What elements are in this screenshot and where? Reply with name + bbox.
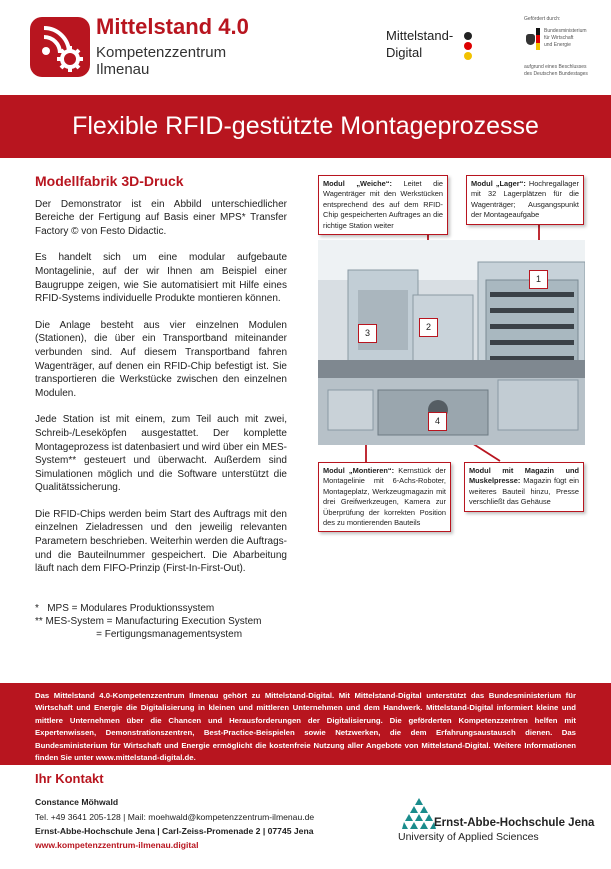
info-text: Das Mittelstand 4.0-Kompetenzzentrum Ilmenau gehört zu Mittelstand-Digital. Mit Mittelstand-Digital unterstützt das Bundesministerium für Wirtschaft und Energie die Digitalisierung in kleinen und mittleren Unternehmen und dem Handwerk. Mittelstand-Digital informiert kleine und mittlere Unternehmen über die Chancen und Herausforderungen der Digitalisierung. Die geförderten Kompetenzzentren helfen mit Expertenwissen, Demonstrationszentren, Best-Practice-Beispielen sowie Netzwerken, die dem Erfahrungsaustausch dienen. Das Bundesministerium für Wirtschaft und Energie ermöglicht die kostenfreie Nutzung aller Angebote von Mittelstand-Digital. Weitere Informationen finden Sie unter www.mittelstand-digital.de. <box>35 691 576 763</box>
photo-marker-4: 4 <box>428 412 447 431</box>
mittelstand-digital-info-bar <box>0 683 611 765</box>
paragraph: Die RFID-Chips werden beim Start des Auftrags mit den einzelnen Zieladressen und den jeweilig relevanten Parametern beschrieben. Weiterhin werden die Auftrags- und die Bauteilnummer gespeichert. Die Abarbeitung läuft nach dem FIFO-Prinzip (First-In-First-Out). <box>35 508 287 575</box>
footnote-mes: ** MES-System = Manufacturing Execution System <box>35 616 262 627</box>
bmwi-funding-note: Gefördert durch: <box>524 16 561 22</box>
bmwi-name-3: und Energie <box>544 42 571 48</box>
contact-section <box>35 772 314 852</box>
photo-marker-2: 2 <box>419 318 438 337</box>
bmwi-bottom-1: aufgrund eines Beschlusses <box>524 64 587 70</box>
bmwi-name-1: Bundesministerium <box>544 28 587 34</box>
callout-magazin <box>464 462 584 512</box>
callout-montieren-text: Kernstück der Montagelinie mit 6-Achs-Roboter, Montageplatz, Werkzeugmagazin mit drei Greifwerkzeugen, Kamera zur Überprüfung der korrekten Position des zu montierenden Bauteils <box>323 466 446 528</box>
section-heading: Modellfabrik 3D-Druck <box>35 173 184 189</box>
page-title: Flexible RFID-gestützte Montageprozesse <box>72 112 539 140</box>
paragraph: Der Demonstrator ist ein Abbild unterschiedlicher Bereiche der Fertigung auf Basis einer MPS* Transfer Factory © von Festo Didactic. <box>35 198 287 237</box>
eah-logo <box>398 796 595 848</box>
callout-lager-text: Hochregallager mit 32 Lagerplätzen für die Wagenträger; Ausgangspunkt der Montageaufgabe <box>471 179 579 220</box>
callout-weiche-title: Modul „Weiche“: <box>323 179 392 188</box>
bmwi-bottom-2: des Deutschen Bundestages <box>524 71 588 77</box>
callout-montieren <box>318 462 451 532</box>
contact-heading: Ihr Kontakt <box>35 771 104 786</box>
bmwi-name-2: für Wirtschaft <box>544 35 574 41</box>
paragraph: Es handelt sich um eine modular aufgebaute Montagelinie, auf der wir Ihnen am Beispiel einer Baugruppe zeigen, wie Sie automatisiert mit Hilfe eines RFID-Systems individuelle Produkte montieren können. <box>35 252 287 305</box>
photo-marker-1: 1 <box>529 270 548 289</box>
contact-website-link[interactable]: www.kompetenzzentrum-ilmenau.digital <box>35 840 199 851</box>
logo-subtitle-2: Ilmenau <box>96 61 150 78</box>
contact-phone-mail[interactable]: Tel. +49 3641 205-128 | Mail: moehwald@kompetenzzentrum-ilmenau.de <box>35 811 315 822</box>
md-logo-line1: Mittelstand- <box>386 28 454 43</box>
callout-magazin-title: Modul mit Magazin und Muskelpresse: <box>469 466 579 486</box>
paragraph: Die Anlage besteht aus vier einzelnen Modulen (Stationen), die über ein Transportband miteinander verbunden sind. Auf diesem Transportband fahren Wagenträger, auf denen ein RFID-Chip befestigt ist. Sie transportieren die Werkstücke zwischen den einzelnen Modulen. <box>35 319 287 399</box>
factory-photo <box>318 240 585 445</box>
eah-name: Ernst-Abbe-Hochschule Jena <box>434 817 595 829</box>
photo-marker-3: 3 <box>358 324 377 343</box>
eah-subtitle: University of Applied Sciences <box>398 831 539 843</box>
callout-weiche-text: Leitet die Wagenträger mit den Werkstücken entsprechend des auf dem RFID-Chip gespeicherten Auftrages an die richtige Station weiter <box>323 179 443 230</box>
callout-montieren-title: Modul „Montieren“: <box>323 466 395 475</box>
contact-address: Ernst-Abbe-Hochschule Jena | Carl-Zeiss-Promenade 2 | 07745 Jena <box>35 825 314 836</box>
callout-lager-title: Modul „Lager“: <box>471 179 526 188</box>
contact-name: Constance Möhwald <box>35 797 119 808</box>
eah-triangle-icon <box>402 796 436 830</box>
md-logo-line2: Digital <box>386 45 423 60</box>
logo-title: Mittelstand 4.0 <box>96 14 249 39</box>
footnote-mes-de: = Fertigungsmanagementsystem <box>35 629 243 640</box>
callout-lager <box>466 175 584 225</box>
callout-magazin-text: Magazin fügt ein weiteres Bauteil hinzu, Presse verschließt das Gehäuse <box>469 476 579 507</box>
paragraph: Jede Station ist mit einem, zum Teil auch mit zwei, Schreib-/Leseköpfen ausgestattet. Der komplette Montageprozess ist datenbasiert und wird über ein MES-System** gesteuert und überwacht. Außerdem sind Simulationen möglich und die Software unterstützt die Qualitätssicherung. <box>35 414 287 494</box>
logo-subtitle-1: Kompetenzzentrum <box>96 44 227 61</box>
footnote-mps: * MPS = Modulares Produktionssystem <box>35 603 215 614</box>
callout-weiche <box>318 175 448 235</box>
